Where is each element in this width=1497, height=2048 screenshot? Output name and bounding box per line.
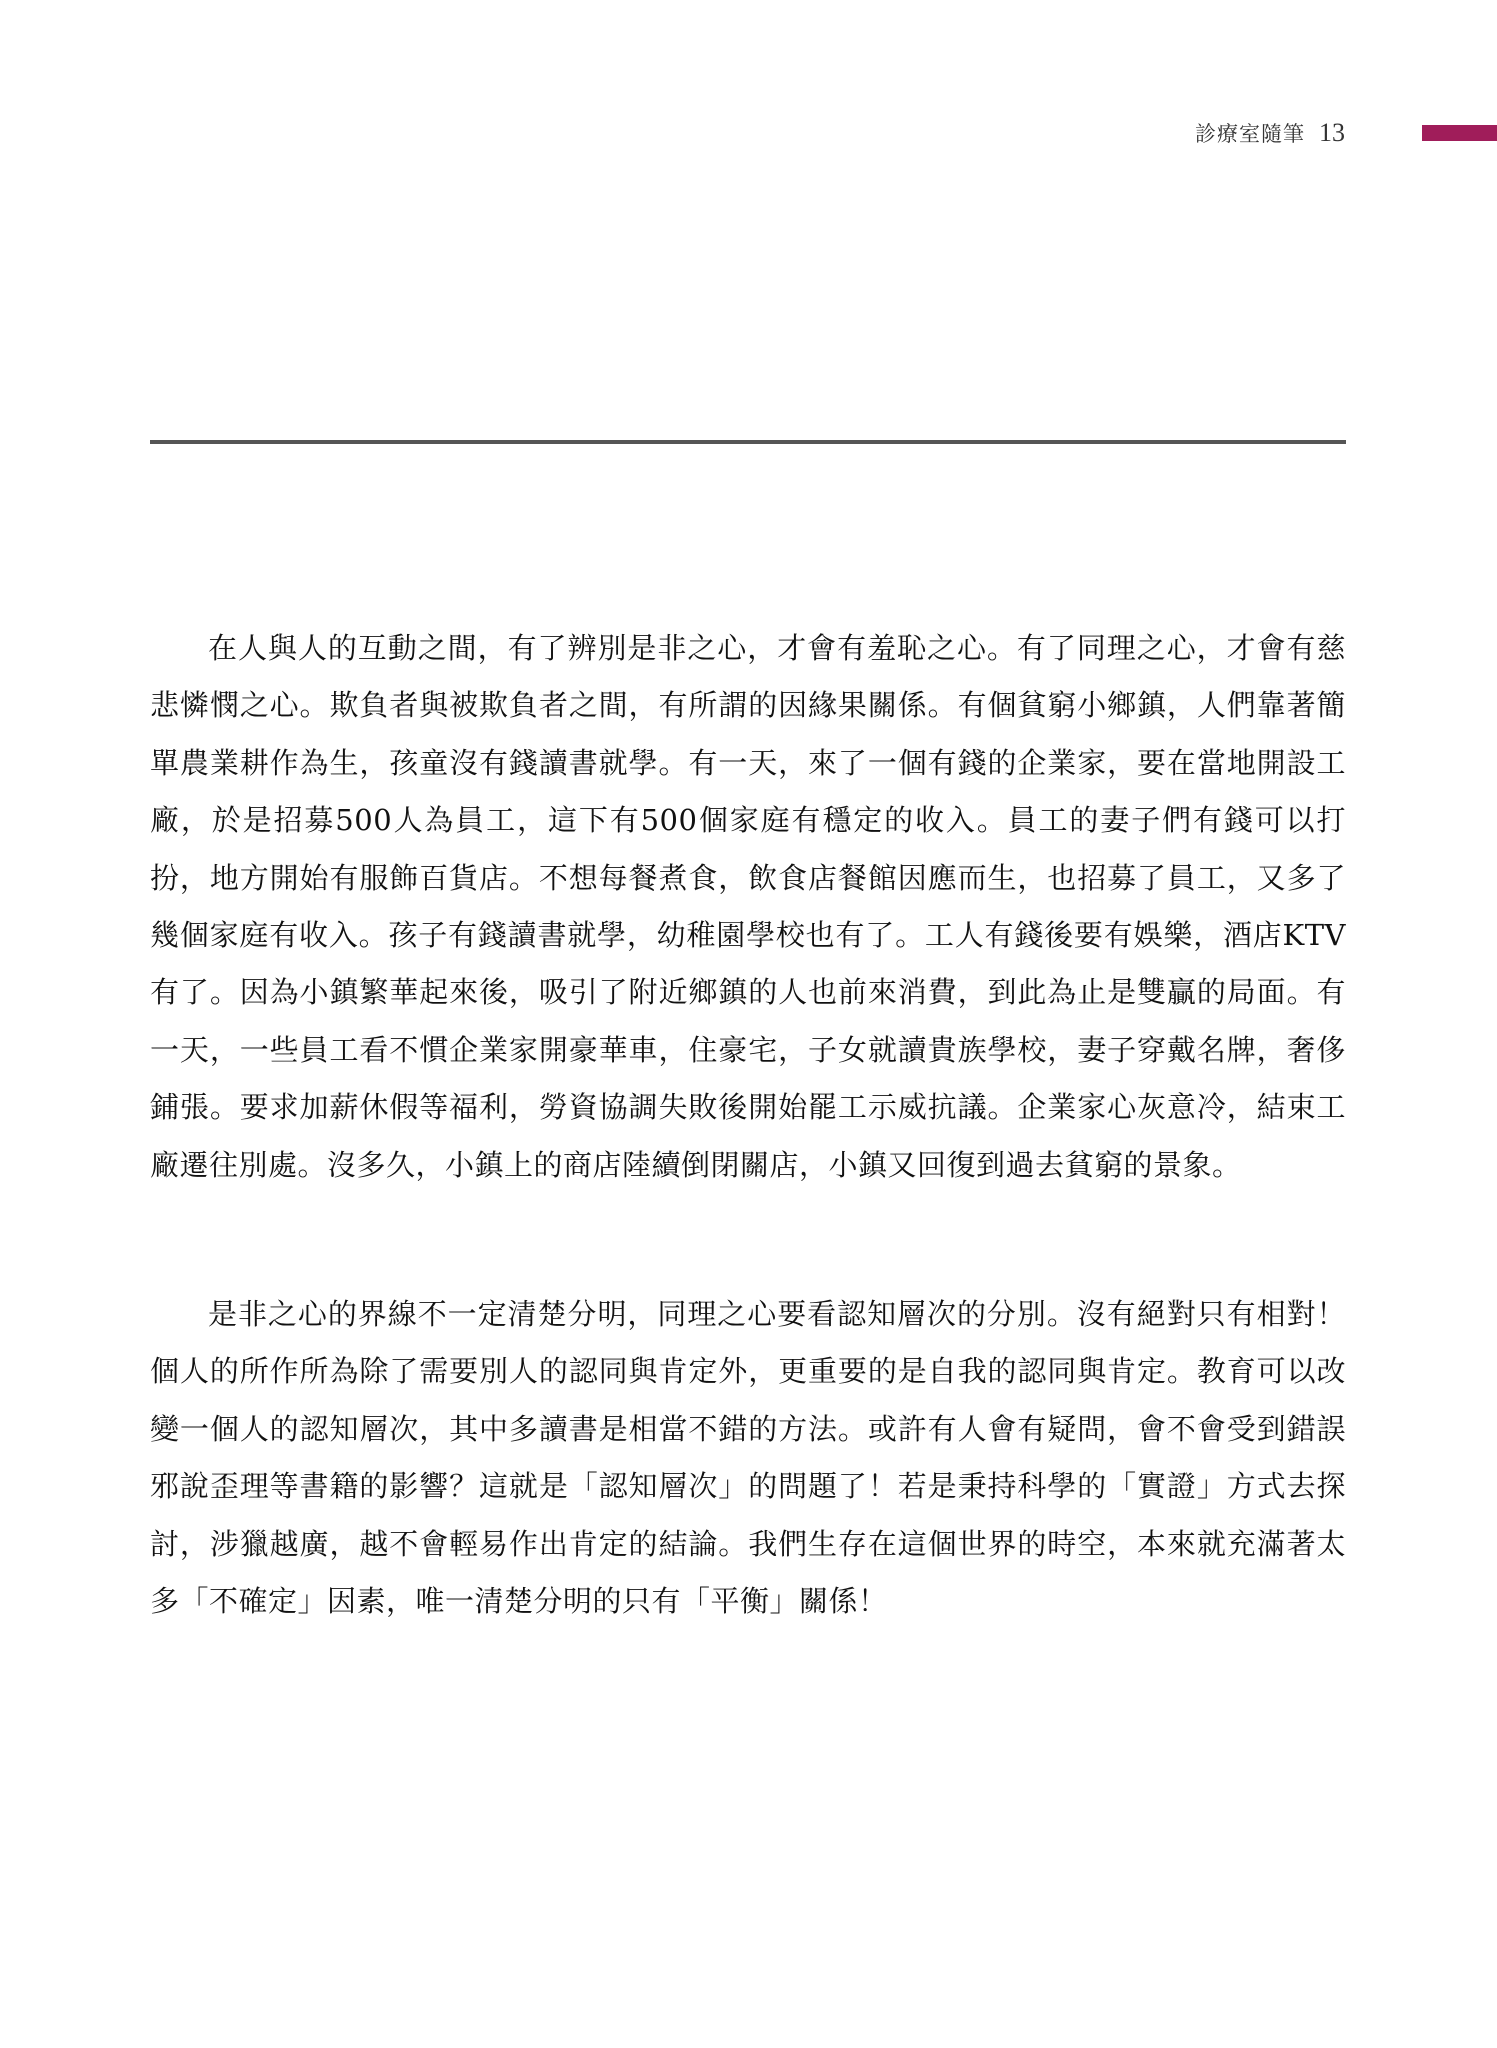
horizontal-rule — [150, 440, 1346, 444]
paragraph-2: 是非之心的界線不一定清楚分明，同理之心要看認知層次的分別。沒有絕對只有相對！個人的所作所為除了需要別人的認同與肯定外，更重要的是自我的認同與肯定。教育可以改變一個人的認知層次，其中多讀書是相當不錯的方法。或許有人會有疑問，會不會受到錯誤邪說歪理等書籍的影響？這就是「認知層次」的問題了！若是秉持科學的「實證」方式去探討，涉獵越廣，越不會輕易作出肯定的結論。我們生存在這個世界的時空，本來就充滿著太多「不確定」因素，唯一清楚分明的只有「平衡」關係！ — [150, 1297, 1346, 1619]
paragraph-2-block — [150, 1286, 1346, 1630]
section-title: 診療室隨筆 — [1195, 122, 1305, 146]
paragraph-1: 在人與人的互動之間，有了辨別是非之心，才會有羞恥之心。有了同理之心，才會有慈悲憐憫之心。欺負者與被欺負者之間，有所謂的因緣果關係。有個貧窮小鄉鎮，人們靠著簡單農業耕作為生，孩童沒有錢讀書就學。有一天，來了一個有錢的企業家，要在當地開設工廠，於是招募500人為員工，這下有500個家庭有穩定的收入。員工的妻子們有錢可以打扮，地方開始有服飾百貨店。不想每餐煮食，飲食店餐館因應而生，也招募了員工，又多了幾個家庭有收入。孩子有錢讀書就學，幼稚園學校也有了。工人有錢後要有娛樂，酒店KTV有了。因為小鎮繁華起來後，吸引了附近鄉鎮的人也前來消費，到此為止是雙贏的局面。有一天，一些員工看不慣企業家開豪華車，住豪宅，子女就讀貴族學校，妻子穿戴名牌，奢侈鋪張。要求加薪休假等福利，勞資協調失敗後開始罷工示威抗議。企業家心灰意冷，結束工廠遷往別處。沒多久，小鎮上的商店陸續倒閉關店，小鎮又回復到過去貧窮的景象。 — [150, 631, 1346, 1182]
page-number: 13 — [1319, 118, 1345, 147]
running-header — [1195, 118, 1345, 148]
paragraph-1-block — [150, 620, 1346, 1194]
chapter-accent-tab — [1422, 125, 1497, 141]
